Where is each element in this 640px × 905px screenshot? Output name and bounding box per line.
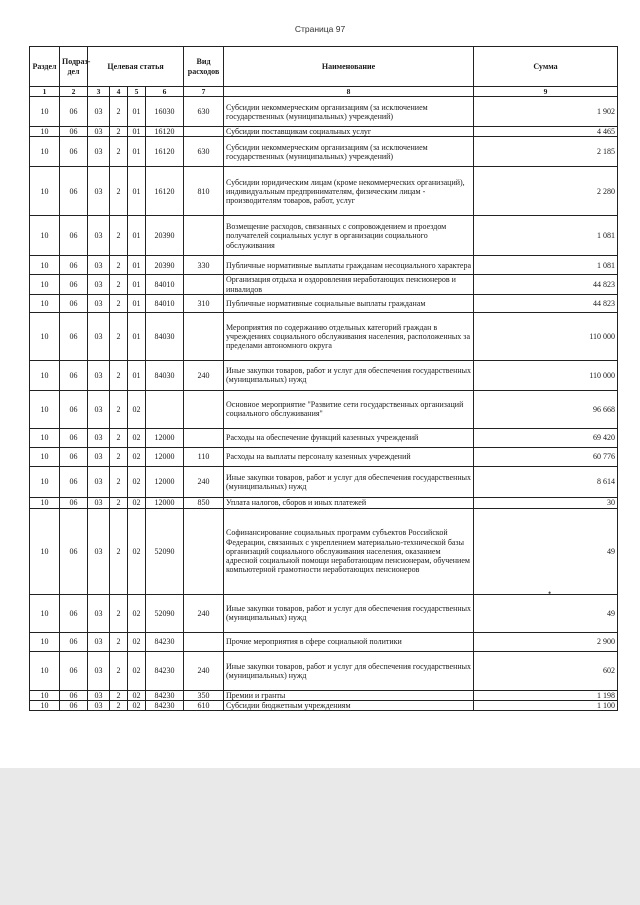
cell-name: Софинансирование социальных программ субъектов Российской Федерации, связанных с укреплением материально-технической базы организаций социального обслуживания населения, оказанием адресной социальной помощи неработающим пенсионерам, обучением компьютерной грамотности неработающих пенсионеров xyxy=(224,508,474,594)
cell-name: Расходы на выплаты персоналу казенных учреждений xyxy=(224,447,474,466)
cell-expense-type: 310 xyxy=(184,294,224,312)
cell-article-2: 2 xyxy=(110,137,128,167)
cell-article-4: 84230 xyxy=(146,690,184,700)
cell-article-4: 84010 xyxy=(146,294,184,312)
cell-article-4: 84230 xyxy=(146,632,184,651)
column-number: 1 xyxy=(30,87,60,97)
cell-subsection: 06 xyxy=(60,690,88,700)
cell-article-1: 03 xyxy=(88,594,110,632)
cell-section: 10 xyxy=(30,127,60,137)
cell-article-3: 02 xyxy=(128,594,146,632)
cell-name: Премии и гранты xyxy=(224,690,474,700)
cell-article-1: 03 xyxy=(88,256,110,275)
cell-section: 10 xyxy=(30,466,60,497)
table-row xyxy=(30,97,618,127)
cell-article-3: 01 xyxy=(128,97,146,127)
cell-expense-type: 240 xyxy=(184,360,224,390)
column-number: 2 xyxy=(60,87,88,97)
cell-article-3: 02 xyxy=(128,428,146,447)
cell-expense-type xyxy=(184,312,224,360)
cell-expense-type: 240 xyxy=(184,594,224,632)
cell-article-2: 2 xyxy=(110,632,128,651)
cell-subsection: 06 xyxy=(60,294,88,312)
cell-sum: 1 081 xyxy=(474,216,618,256)
cell-article-3: 01 xyxy=(128,137,146,167)
cell-section: 10 xyxy=(30,216,60,256)
cell-article-1: 03 xyxy=(88,632,110,651)
cell-section: 10 xyxy=(30,97,60,127)
cell-sum: 44 823 xyxy=(474,275,618,294)
table-row xyxy=(30,701,618,711)
cell-article-1: 03 xyxy=(88,390,110,428)
cell-subsection: 06 xyxy=(60,651,88,690)
cell-article-3: 01 xyxy=(128,360,146,390)
cell-sum: 44 823 xyxy=(474,294,618,312)
cell-name: Уплата налогов, сборов и иных платежей xyxy=(224,497,474,508)
cell-subsection: 06 xyxy=(60,447,88,466)
cell-article-3: 01 xyxy=(128,312,146,360)
cell-section: 10 xyxy=(30,447,60,466)
cell-subsection: 06 xyxy=(60,167,88,216)
cell-sum: 4 465 xyxy=(474,127,618,137)
cell-article-1: 03 xyxy=(88,428,110,447)
cell-name: Субсидии некоммерческим организациям (за исключением государственных (муниципальных) учреждений) xyxy=(224,97,474,127)
cell-expense-type: 110 xyxy=(184,447,224,466)
cell-subsection: 06 xyxy=(60,508,88,594)
table-row xyxy=(30,312,618,360)
cell-section: 10 xyxy=(30,508,60,594)
cell-subsection: 06 xyxy=(60,594,88,632)
cell-expense-type xyxy=(184,216,224,256)
table-row xyxy=(30,497,618,508)
cell-article-3: 01 xyxy=(128,127,146,137)
cell-section: 10 xyxy=(30,360,60,390)
cell-article-2: 2 xyxy=(110,275,128,294)
cell-article-4: 20390 xyxy=(146,256,184,275)
cell-sum: 1 902 xyxy=(474,97,618,127)
cell-sum: 2 280 xyxy=(474,167,618,216)
cell-article-2: 2 xyxy=(110,690,128,700)
cell-subsection: 06 xyxy=(60,360,88,390)
cell-article-4: 16120 xyxy=(146,167,184,216)
cell-article-3: 01 xyxy=(128,216,146,256)
header-section: Раздел xyxy=(30,47,60,87)
table-row xyxy=(30,690,618,700)
column-number: 3 xyxy=(88,87,110,97)
table-row xyxy=(30,508,618,594)
cell-article-4: 84030 xyxy=(146,360,184,390)
cell-name: Публичные нормативные социальные выплаты гражданам xyxy=(224,294,474,312)
table-body xyxy=(30,97,618,711)
cell-article-1: 03 xyxy=(88,466,110,497)
column-number: 4 xyxy=(110,87,128,97)
cell-name: Расходы на обеспечение функций казенных учреждений xyxy=(224,428,474,447)
cell-article-1: 03 xyxy=(88,294,110,312)
cell-article-2: 2 xyxy=(110,508,128,594)
cell-article-4: 12000 xyxy=(146,428,184,447)
cell-article-2: 2 xyxy=(110,360,128,390)
cell-article-3: 02 xyxy=(128,447,146,466)
cell-subsection: 06 xyxy=(60,216,88,256)
cell-article-1: 03 xyxy=(88,651,110,690)
column-number: 6 xyxy=(146,87,184,97)
table-row xyxy=(30,137,618,167)
cell-name: Субсидии некоммерческим организациям (за исключением государственных (муниципальных) учреждений) xyxy=(224,137,474,167)
cell-article-4: 12000 xyxy=(146,447,184,466)
column-number: 8 xyxy=(224,87,474,97)
cell-sum: 1 100 xyxy=(474,701,618,711)
header-name: Наименование xyxy=(224,47,474,87)
cell-article-4: 84030 xyxy=(146,312,184,360)
cell-sum: 2 185 xyxy=(474,137,618,167)
cell-article-4 xyxy=(146,390,184,428)
cell-article-1: 03 xyxy=(88,497,110,508)
cell-name: Иные закупки товаров, работ и услуг для обеспечения государственных (муниципальных) нужд xyxy=(224,466,474,497)
table-row xyxy=(30,632,618,651)
cell-article-2: 2 xyxy=(110,167,128,216)
cell-article-2: 2 xyxy=(110,294,128,312)
cell-name: Субсидии бюджетным учреждениям xyxy=(224,701,474,711)
cell-article-2: 2 xyxy=(110,216,128,256)
cell-article-3: 02 xyxy=(128,390,146,428)
cell-article-4: 84230 xyxy=(146,701,184,711)
cell-article-1: 03 xyxy=(88,508,110,594)
table-row xyxy=(30,294,618,312)
cell-article-1: 03 xyxy=(88,690,110,700)
cell-subsection: 06 xyxy=(60,390,88,428)
cell-article-3: 01 xyxy=(128,275,146,294)
cell-sum: 602 xyxy=(474,651,618,690)
cell-article-4: 12000 xyxy=(146,497,184,508)
table-row xyxy=(30,651,618,690)
cell-article-1: 03 xyxy=(88,216,110,256)
cell-sum: 2 900 xyxy=(474,632,618,651)
cell-expense-type: 610 xyxy=(184,701,224,711)
cell-name: Организация отдыха и оздоровления неработающих пенсионеров и инвалидов xyxy=(224,275,474,294)
cell-section: 10 xyxy=(30,651,60,690)
cell-expense-type: 240 xyxy=(184,466,224,497)
cell-section: 10 xyxy=(30,594,60,632)
cell-sum: 49 xyxy=(474,594,618,632)
table-row xyxy=(30,216,618,256)
cell-subsection: 06 xyxy=(60,312,88,360)
cell-section: 10 xyxy=(30,690,60,700)
cell-article-4: 84010 xyxy=(146,275,184,294)
column-number: 5 xyxy=(128,87,146,97)
cell-expense-type xyxy=(184,127,224,137)
cell-section: 10 xyxy=(30,632,60,651)
cell-sum: 49 xyxy=(474,508,618,594)
cell-article-1: 03 xyxy=(88,701,110,711)
table-row xyxy=(30,256,618,275)
cell-sum: 69 420 xyxy=(474,428,618,447)
cell-article-1: 03 xyxy=(88,97,110,127)
cell-article-1: 03 xyxy=(88,447,110,466)
cell-article-4: 12000 xyxy=(146,466,184,497)
cell-subsection: 06 xyxy=(60,256,88,275)
cell-name: Основное мероприятие "Развитие сети государственных организаций социального обслуживания" xyxy=(224,390,474,428)
cell-expense-type xyxy=(184,508,224,594)
cell-article-2: 2 xyxy=(110,466,128,497)
cell-sum: 1 198 xyxy=(474,690,618,700)
cell-article-4: 52090 xyxy=(146,594,184,632)
header-expense-type: Вид расходов xyxy=(184,47,224,87)
cell-subsection: 06 xyxy=(60,632,88,651)
cell-article-1: 03 xyxy=(88,360,110,390)
cell-article-1: 03 xyxy=(88,167,110,216)
column-number: 7 xyxy=(184,87,224,97)
table-row xyxy=(30,275,618,294)
cell-expense-type xyxy=(184,390,224,428)
cell-article-3: 02 xyxy=(128,690,146,700)
cell-expense-type xyxy=(184,428,224,447)
cell-section: 10 xyxy=(30,256,60,275)
cell-article-2: 2 xyxy=(110,428,128,447)
table-row xyxy=(30,428,618,447)
budget-table xyxy=(29,46,618,711)
cell-sum: 110 000 xyxy=(474,312,618,360)
cell-article-3: 02 xyxy=(128,632,146,651)
cell-expense-type: 850 xyxy=(184,497,224,508)
cell-subsection: 06 xyxy=(60,97,88,127)
cell-expense-type: 630 xyxy=(184,97,224,127)
cell-section: 10 xyxy=(30,497,60,508)
cell-subsection: 06 xyxy=(60,497,88,508)
cell-name: Субсидии юридическим лицам (кроме некоммерческих организаций), индивидуальным предпринимателям, физическим лицам - производителям товаров, работ, услуг xyxy=(224,167,474,216)
cell-sum: 8 614 xyxy=(474,466,618,497)
cell-sum: 1 081 xyxy=(474,256,618,275)
table-header-row xyxy=(30,47,618,87)
cell-section: 10 xyxy=(30,137,60,167)
cell-section: 10 xyxy=(30,294,60,312)
cell-article-4: 20390 xyxy=(146,216,184,256)
cell-article-2: 2 xyxy=(110,97,128,127)
cell-article-2: 2 xyxy=(110,447,128,466)
cell-expense-type xyxy=(184,632,224,651)
cell-name: Прочие мероприятия в сфере социальной политики xyxy=(224,632,474,651)
cell-article-4: 16120 xyxy=(146,127,184,137)
cell-section: 10 xyxy=(30,312,60,360)
cell-section: 10 xyxy=(30,701,60,711)
cell-sum: 30 xyxy=(474,497,618,508)
column-number-row xyxy=(30,87,618,97)
cell-article-4: 84230 xyxy=(146,651,184,690)
cell-article-1: 03 xyxy=(88,275,110,294)
cell-article-2: 2 xyxy=(110,390,128,428)
cell-article-2: 2 xyxy=(110,256,128,275)
cell-name: Мероприятия по содержанию отдельных категорий граждан в учреждениях социального обслуживания населения, расположенных за пределами автономного округа xyxy=(224,312,474,360)
column-number: 9 xyxy=(474,87,618,97)
cell-sum: 96 668 xyxy=(474,390,618,428)
cell-article-3: 02 xyxy=(128,651,146,690)
cell-article-2: 2 xyxy=(110,701,128,711)
cell-name: Субсидии поставщикам социальных услуг xyxy=(224,127,474,137)
cell-article-4: 16030 xyxy=(146,97,184,127)
table-row xyxy=(30,466,618,497)
cell-article-2: 2 xyxy=(110,594,128,632)
cell-expense-type: 240 xyxy=(184,651,224,690)
cell-section: 10 xyxy=(30,428,60,447)
cell-expense-type: 810 xyxy=(184,167,224,216)
cell-article-2: 2 xyxy=(110,497,128,508)
cell-subsection: 06 xyxy=(60,127,88,137)
cell-name: Иные закупки товаров, работ и услуг для обеспечения государственных (муниципальных) нужд xyxy=(224,594,474,632)
cell-section: 10 xyxy=(30,390,60,428)
cell-article-3: 02 xyxy=(128,508,146,594)
cell-expense-type: 630 xyxy=(184,137,224,167)
cell-name: Публичные нормативные выплаты гражданам несоциального характера xyxy=(224,256,474,275)
cell-article-3: 01 xyxy=(128,256,146,275)
header-target-article: Целевая статья xyxy=(88,47,184,87)
table-row xyxy=(30,127,618,137)
cell-article-1: 03 xyxy=(88,137,110,167)
table-row xyxy=(30,390,618,428)
header-subsection: Подраз- дел xyxy=(60,47,88,87)
cell-sum: 60 776 xyxy=(474,447,618,466)
cell-article-3: 01 xyxy=(128,167,146,216)
cell-section: 10 xyxy=(30,167,60,216)
cell-name: Иные закупки товаров, работ и услуг для обеспечения государственных (муниципальных) нужд xyxy=(224,651,474,690)
cell-article-3: 01 xyxy=(128,294,146,312)
table-row xyxy=(30,447,618,466)
page-label: Страница 97 xyxy=(294,24,346,34)
cell-article-2: 2 xyxy=(110,651,128,690)
cell-sum: 110 000 xyxy=(474,360,618,390)
cell-expense-type: 330 xyxy=(184,256,224,275)
cell-article-3: 02 xyxy=(128,497,146,508)
cell-article-2: 2 xyxy=(110,312,128,360)
cell-article-3: 02 xyxy=(128,701,146,711)
cell-article-3: 02 xyxy=(128,466,146,497)
scan-mark: • xyxy=(548,588,552,598)
cell-article-1: 03 xyxy=(88,127,110,137)
cell-subsection: 06 xyxy=(60,466,88,497)
table-row xyxy=(30,360,618,390)
cell-subsection: 06 xyxy=(60,275,88,294)
table-row xyxy=(30,594,618,632)
cell-article-4: 16120 xyxy=(146,137,184,167)
cell-subsection: 06 xyxy=(60,701,88,711)
table-row xyxy=(30,167,618,216)
cell-article-2: 2 xyxy=(110,127,128,137)
cell-article-4: 52090 xyxy=(146,508,184,594)
cell-expense-type xyxy=(184,275,224,294)
cell-expense-type: 350 xyxy=(184,690,224,700)
cell-subsection: 06 xyxy=(60,428,88,447)
cell-name: Возмещение расходов, связанных с сопровождением и проездом получателей социальных услуг в организации социального обслуживания xyxy=(224,216,474,256)
cell-section: 10 xyxy=(30,275,60,294)
header-sum: Сумма xyxy=(474,47,618,87)
cell-subsection: 06 xyxy=(60,137,88,167)
cell-article-1: 03 xyxy=(88,312,110,360)
cell-name: Иные закупки товаров, работ и услуг для обеспечения государственных (муниципальных) нужд xyxy=(224,360,474,390)
